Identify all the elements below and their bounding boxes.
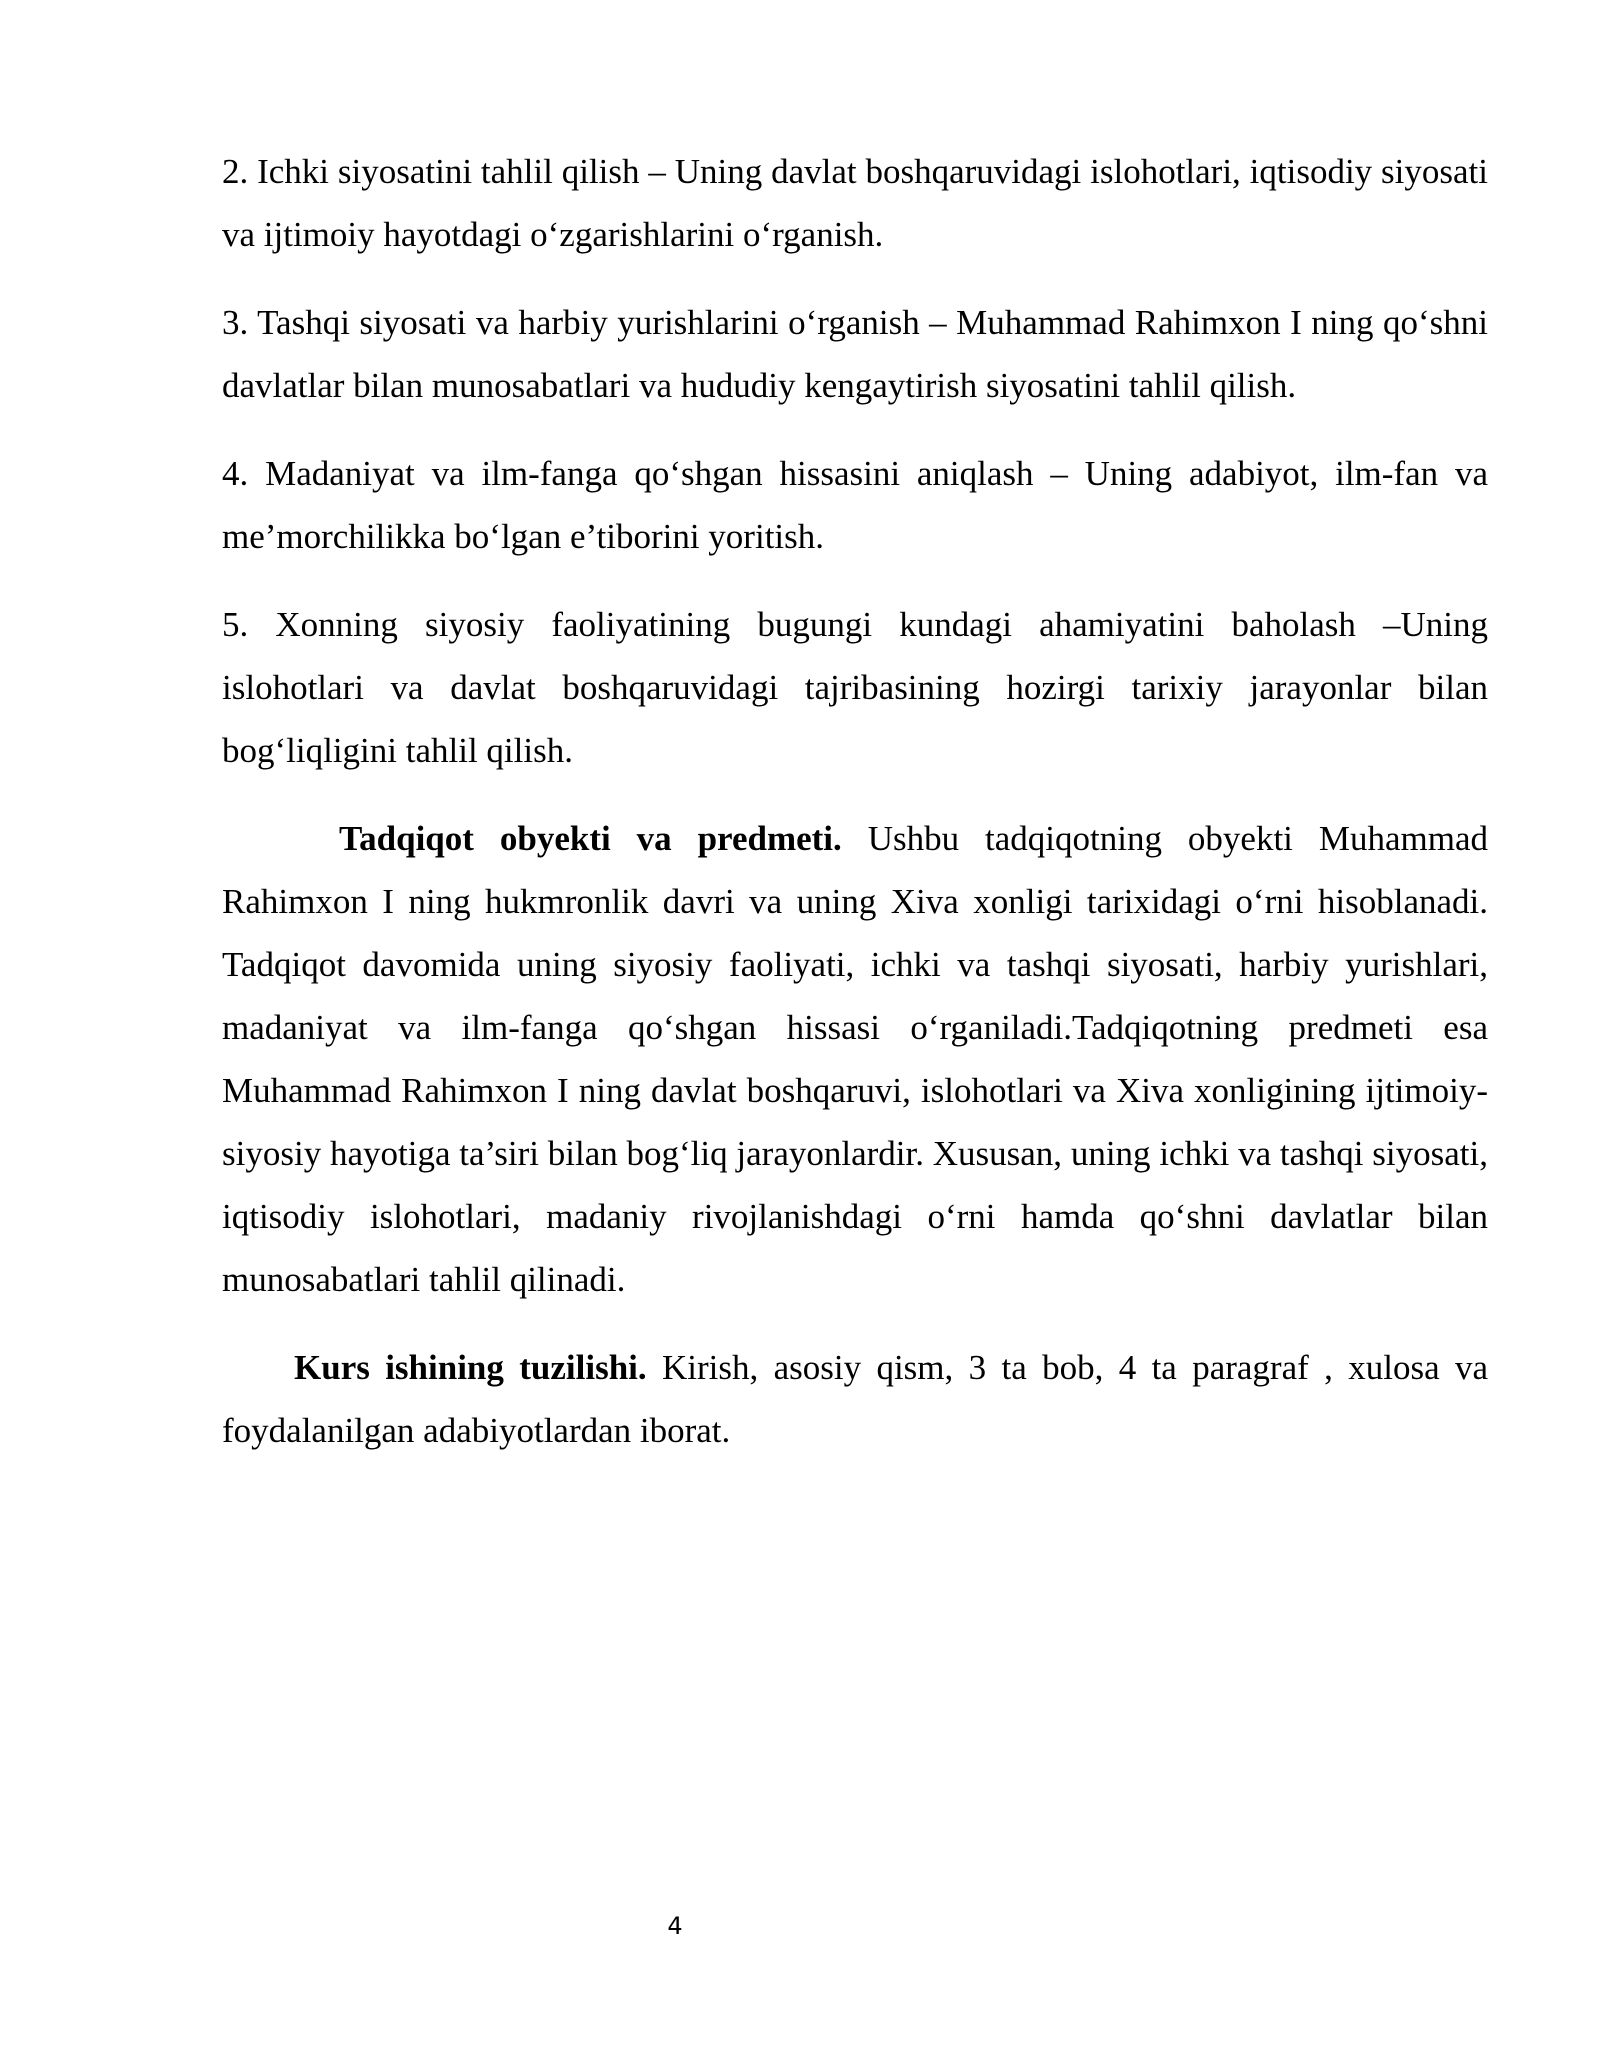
course-structure-heading: Kurs ishining tuzilishi. xyxy=(294,1348,647,1387)
task-item-5: 5. Xonning siyosiy faoliyatining bugungi kundagi ahamiyatini baholash –Uning islohotlari va davlat boshqaruvidagi tajribasining hozirgi tarixiy jarayonlar bilan bog‘liqligini tahlil qilish. xyxy=(222,605,1488,770)
task-item-2: 2. Ichki siyosatini tahlil qilish – Uning davlat boshqaruvidagi islohotlari, iqtisodiy siyosati va ijtimoiy hayotdagi o‘zgarishlarini o‘rganish. xyxy=(222,152,1488,254)
research-object-paragraph xyxy=(222,807,1488,1311)
course-structure-text: Kirish, asosiy qism, 3 ta bob, 4 ta paragraf , xulosa va foydalanilgan adabiyotlardan iborat. xyxy=(222,1348,1488,1450)
task-item-3: 3. Tashqi siyosati va harbiy yurishlarini o‘rganish – Muhammad Rahimxon I ning qo‘shni davlatlar bilan munosabatlari va hududiy kengaytirish siyosatini tahlil qilish. xyxy=(222,303,1488,405)
page-content xyxy=(222,140,1488,1487)
research-object-text: Ushbu tadqiqotning obyekti Muhammad Rahimxon I ning hukmronlik davri va uning Xiva xonligi tarixidagi o‘rni hisoblanadi. Tadqiqot davomida uning siyosiy faoliyati, ichki va tashqi siyosati, harbiy yurishlari, madaniyat va ilm-fanga qo‘shgan hissasi o‘rganiladi.Tadqiqotning predmeti esa Muhammad Rahimxon I ning davlat boshqaruvi, islohotlari va Xiva xonligining ijtimoiy-siyosiy hayotiga ta’siri bilan bog‘liq jarayonlardir. Xususan, uning ichki va tashqi siyosati, iqtisodiy islohotlari, madaniy rivojlanishdagi o‘rni hamda qo‘shni davlatlar bilan munosabatlari tahlil qilinadi. xyxy=(222,819,1488,1299)
research-object-heading: Tadqiqot obyekti va predmeti. xyxy=(339,819,842,858)
page-number: 4 xyxy=(667,1912,683,1940)
task-item-4: 4. Madaniyat va ilm-fanga qo‘shgan hissasini aniqlash – Uning adabiyot, ilm-fan va me’morchilikka bo‘lgan e’tiborini yoritish. xyxy=(222,454,1488,556)
course-structure-paragraph xyxy=(222,1336,1488,1462)
